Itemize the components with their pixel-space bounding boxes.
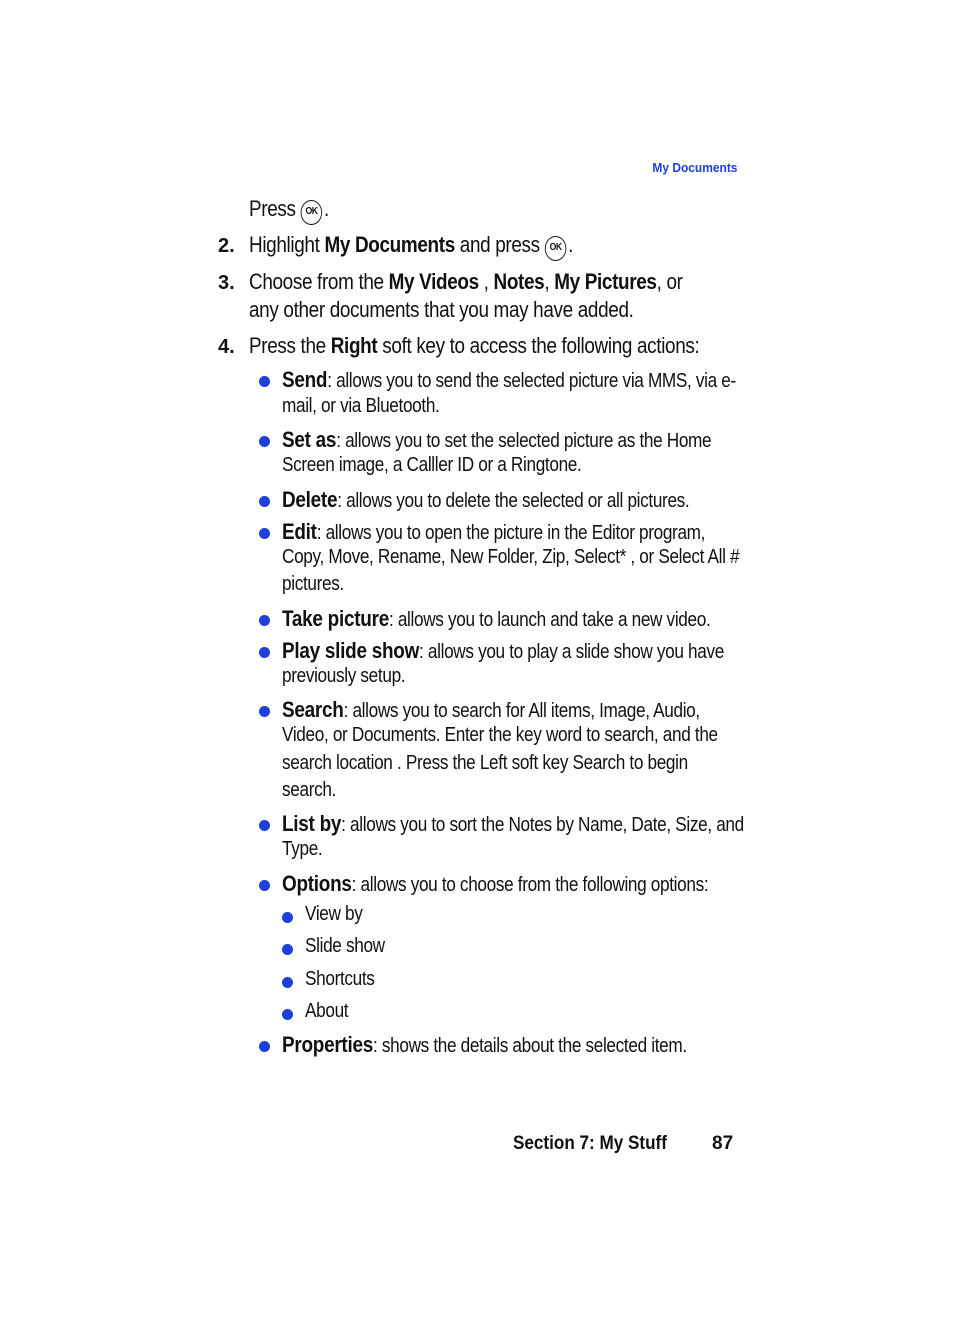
bullet-icon [259,706,270,717]
action-desc: : allows you to launch and take a new video. [388,609,711,631]
action-term: Search [282,697,344,722]
step-3-term-pictures: My Pictures [554,269,657,294]
bullet-icon [259,880,270,891]
ok-key-icon: OK [545,236,567,261]
bullet-icon [259,496,270,507]
action-term: Edit [282,519,317,544]
step-3-text [249,269,683,295]
action-send-line2: mail, or via Bluetooth. [282,395,440,417]
action-properties [282,1032,687,1058]
step-2-pre: Highlight [249,232,325,257]
action-send [282,367,736,393]
step-3-number: 3. [218,272,235,294]
step-3-term-notes: Notes [493,269,545,294]
action-set-as-line2: Screen image, a Calller ID or a Ringtone. [282,454,582,476]
step-2-number: 2. [218,235,235,257]
ok-key-icon: OK [301,200,323,225]
action-desc: : allows you to delete the selected or all pictures. [337,490,690,512]
action-search [282,697,700,723]
step-3-term-videos: My Videos [388,269,479,294]
action-desc: : allows you to search for All items, Image, Audio, [343,700,700,722]
action-delete [282,487,689,513]
action-search-line4: search. [282,779,337,801]
step-4-post: soft key to access the following actions: [377,333,700,358]
bullet-icon [259,615,270,626]
action-term: Send [282,367,328,392]
action-edit-line2: Copy, Move, Rename, New Folder, Zip, Select* , or Select All # [282,546,740,568]
action-set-as [282,427,711,453]
step-3-line2: any other documents that you may have added. [249,297,634,322]
step-4-pre: Press the [249,333,331,358]
action-search-line3: search location . Press the Left soft key Search to begin [282,752,688,774]
bullet-icon [259,1041,270,1052]
action-desc: : allows you to set the selected picture as the Home [336,430,712,452]
bullet-icon [259,820,270,831]
bullet-icon [259,376,270,387]
action-play-slide-show-line2: previously setup. [282,665,406,687]
page-number: 87 [712,1133,734,1154]
action-list-by [282,811,744,837]
action-desc: : allows you to open the picture in the Editor program, [316,522,706,544]
step-3-sep2: , [544,269,555,294]
intro-period: . [324,196,329,221]
action-term: Take picture [282,606,389,631]
bullet-icon [282,944,293,955]
bullet-icon [282,1009,293,1020]
action-desc: : allows you to send the selected picture via MMS, via e- [327,370,736,392]
footer-section: Section 7: My Stuff [513,1133,667,1154]
step-4-number: 4. [218,336,235,358]
option-slide-show: Slide show [305,935,385,957]
step-4-text [249,333,699,359]
step-2-post: and press [454,232,540,257]
bullet-icon [259,647,270,658]
step-3-post: , or [656,269,683,294]
action-term: Options [282,871,352,896]
step-2-text [249,232,573,261]
intro-press-text: Press [249,196,296,221]
bullet-icon [259,528,270,539]
action-search-line2: Video, or Documents. Enter the key word to search, and the [282,724,718,746]
option-shortcuts: Shortcuts [305,968,375,990]
action-edit [282,519,705,545]
step-2-end: . [568,232,574,257]
action-desc: : allows you to choose from the following options: [351,874,709,896]
action-play-slide-show [282,638,724,664]
option-about: About [305,1000,349,1022]
step-3-sep1: , [478,269,494,294]
action-list-by-line2: Type. [282,838,323,860]
step-4-term: Right [330,333,378,358]
bullet-icon [282,912,293,923]
action-term: Play slide show [282,638,420,663]
step-3-pre: Choose from the [249,269,389,294]
running-header: My Documents [651,160,737,175]
bullet-icon [259,436,270,447]
action-options [282,871,708,897]
action-term: Properties [282,1032,374,1057]
action-take-picture [282,606,710,632]
option-view-by: View by [305,903,363,925]
action-term: Set as [282,427,337,452]
action-desc: : allows you to sort the Notes by Name, Date, Size, and [341,814,744,836]
step-2-term: My Documents [324,232,455,257]
action-term: List by [282,811,342,836]
action-desc: : shows the details about the selected item. [373,1035,687,1057]
intro-press-line [249,196,329,225]
action-term: Delete [282,487,338,512]
action-desc: : allows you to play a slide show you have [419,641,724,663]
action-edit-line3: pictures. [282,573,344,595]
bullet-icon [282,977,293,988]
